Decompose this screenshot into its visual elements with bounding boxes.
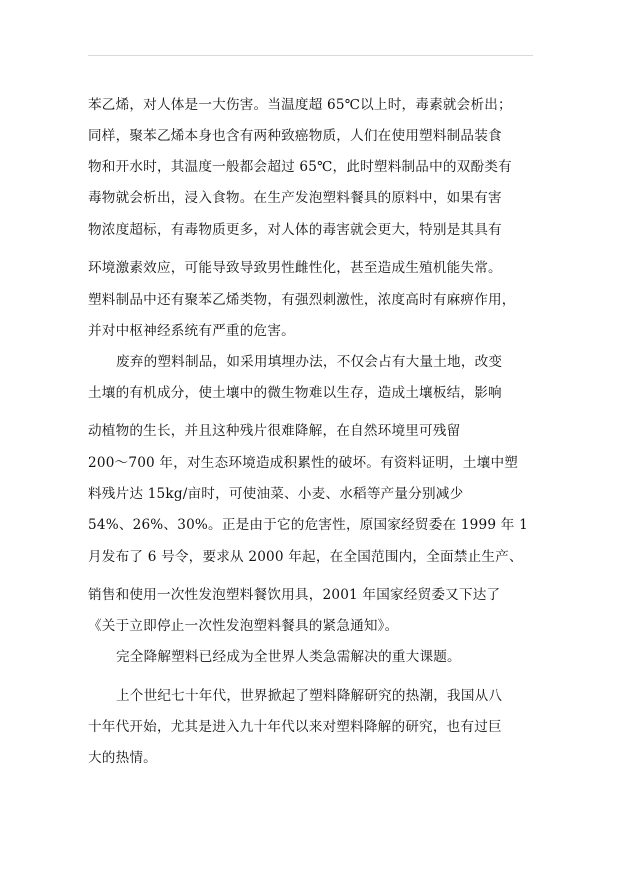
text-line: 月发布了 6 号令，要求从 2000 年起，在全国范围内，全面禁止生产、	[88, 549, 523, 565]
text-line: 销售和使用一次性发泡塑料餐饮用具，2001 年国家经贸委又下达了	[88, 587, 501, 603]
paragraph-first-line: 废弃的塑料制品，如采用填埋办法，不仅会占有大量土地，改变	[116, 354, 503, 370]
text-line: 并对中枢神经系统有严重的危害。	[88, 323, 295, 339]
text-line: 料残片达 15kg/亩时，可使油菜、小麦、水稻等产量分别减少	[88, 486, 464, 502]
text-line: 物和开水时，其温度一般都会超过 65℃，此时塑料制品中的双酚类有	[88, 159, 512, 175]
text-line: 塑料制品中还有聚苯乙烯类物，有强烈刺激性，浓度高时有麻痹作用，	[88, 292, 516, 308]
text-line: 土壤的有机成分，使土壤中的微生物难以生存，造成土壤板结，影响	[88, 385, 502, 401]
text-line: 大的热情。	[88, 750, 157, 766]
text-line: 《关于立即停止一次性发泡塑料餐具的紧急通知》。	[88, 618, 399, 634]
text-line: 动植物的生长，并且这种残片很难降解，在自然环境里可残留	[88, 423, 461, 439]
text-line: 毒物就会析出，浸入食物。在生产发泡塑料餐具的原料中，如果有害	[88, 190, 502, 206]
text-line: 苯乙烯，对人体是一大伤害。当温度超 65℃以上时，毒素就会析出；	[88, 97, 512, 113]
text-line: 200～700 年，对生态环境造成积累性的破坏。有资料证明，土壤中塑	[88, 455, 519, 471]
text-line: 物浓度超标，有毒物质更多，对人体的毒害就会更大，特别是其具有	[88, 222, 502, 238]
text-line: 十年代开始，尤其是进入九十年代以来对塑料降解的研究，也有过巨	[88, 719, 502, 735]
text-line: 环境激素效应，可能导致导致男性雌性化，甚至造成生殖机能失常。	[88, 260, 502, 276]
text-line: 54%、26%、30%。正是由于它的危害性，原国家经贸委在 1999 年 1	[88, 517, 528, 533]
paragraph-first-line: 上个世纪七十年代，世界掀起了塑料降解研究的热潮，我国从八	[116, 688, 503, 704]
text-line: 同样，聚苯乙烯本身也含有两种致癌物质，人们在使用塑料制品装食	[88, 128, 502, 144]
paragraph-first-line: 完全降解塑料已经成为全世界人类急需解决的重大课题。	[116, 649, 461, 665]
